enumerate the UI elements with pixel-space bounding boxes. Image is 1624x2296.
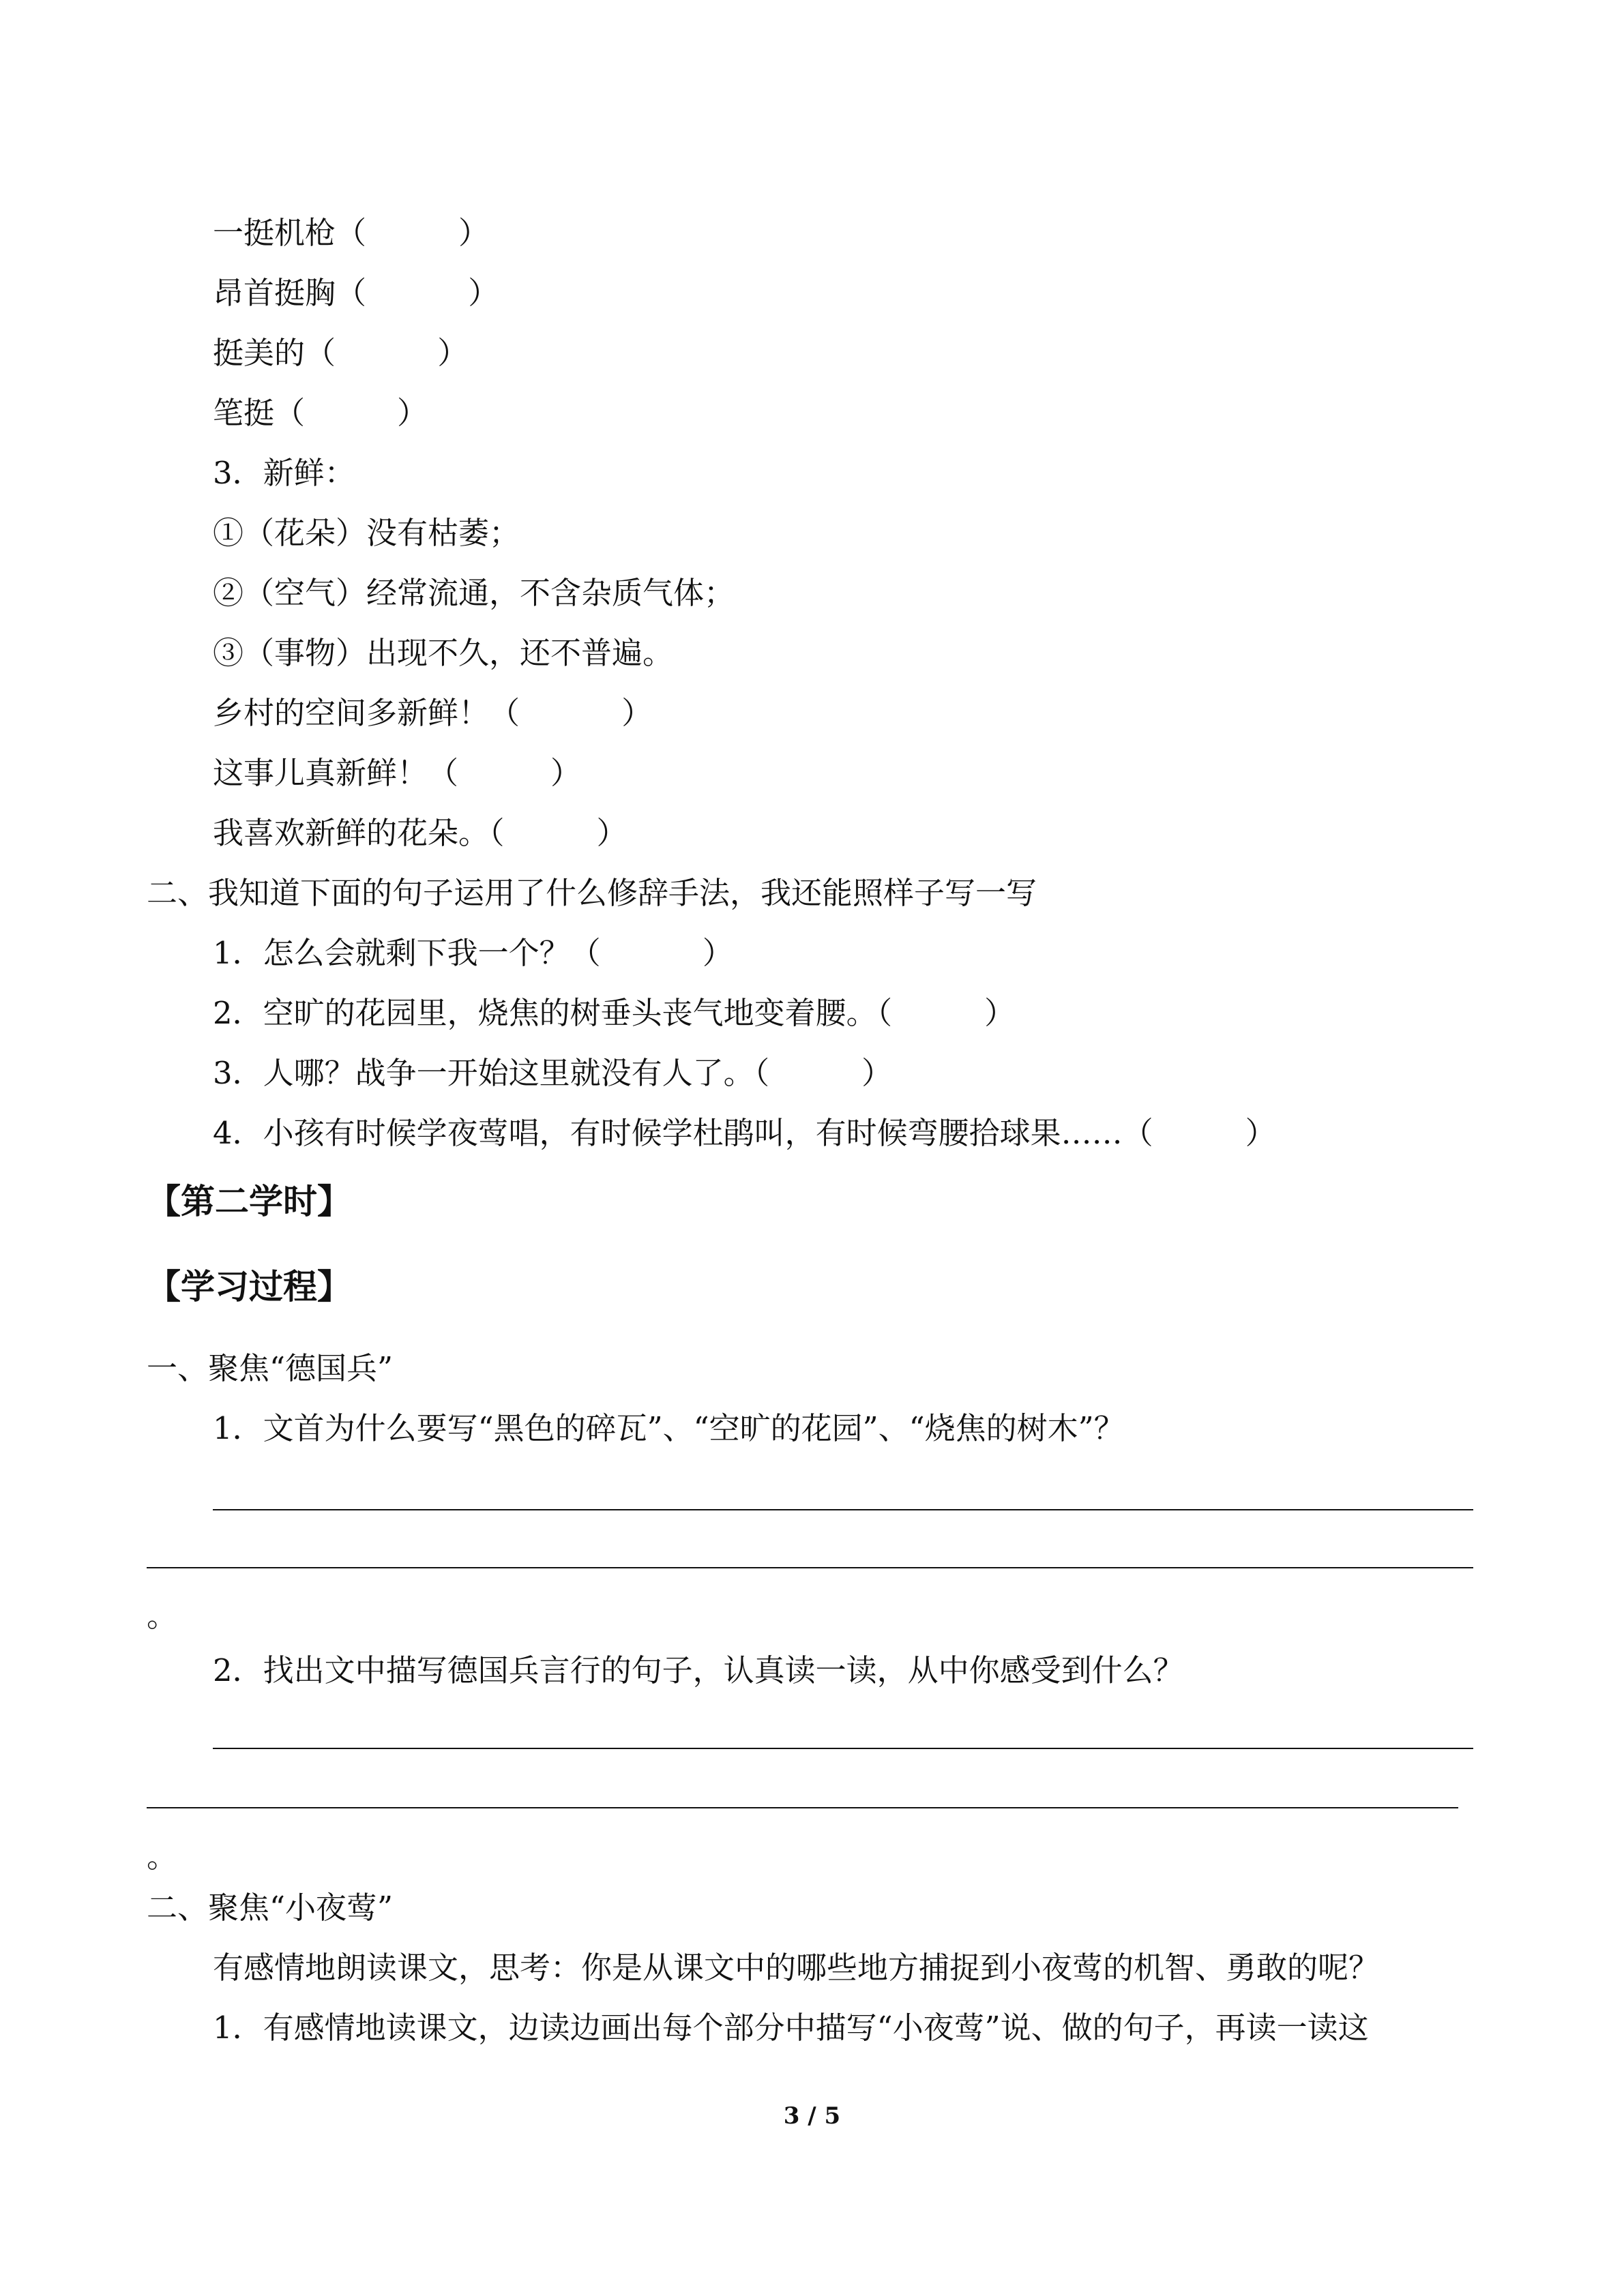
- heading-process: 【学习过程】: [147, 1267, 351, 1307]
- answer-line[interactable]: [213, 1748, 1473, 1749]
- answer-end-mark: 。: [147, 1838, 178, 1875]
- question-line: 1．文首为什么要写“黑色的碎瓦”、“空旷的花园”、“烧焦的树木”？: [213, 1410, 1125, 1446]
- section-title: 二、我知道下面的句子运用了什么修辞手法，我还能照样子写一写: [147, 875, 1037, 911]
- text-line: 笔挺（ ）: [213, 395, 428, 431]
- section-title: 一、聚焦“德国兵”: [147, 1350, 394, 1386]
- question-line: 1．有感情地读课文，边读边画出每个部分中描写“小夜莺”说、做的句子，再读一读这: [213, 2010, 1369, 2046]
- answer-end-mark: 。: [147, 1598, 178, 1634]
- question-line: 2．找出文中描写德国兵言行的句子，认真读一读，从中你感受到什么？: [213, 1652, 1184, 1688]
- text-line: ①（花朵）没有枯萎；: [213, 515, 520, 551]
- text-line: ②（空气）经常流通，不含杂质气体；: [213, 575, 735, 611]
- text-line: ③（事物）出现不久，还不普遍。: [213, 635, 674, 671]
- text-line: 这事儿真新鲜！（ ）: [213, 755, 582, 791]
- text-line: 3．新鲜：: [213, 455, 355, 491]
- heading-session: 【第二学时】: [147, 1182, 351, 1221]
- section-title: 二、聚焦“小夜莺”: [147, 1890, 394, 1926]
- text-line: 昂首挺胸（ ）: [213, 275, 499, 311]
- page-number: 3 / 5: [783, 2102, 841, 2130]
- text-line: 挺美的（ ）: [213, 335, 469, 371]
- question-line: 1．怎么会就剩下我一个？（ ）: [213, 935, 733, 971]
- question-line: 3．人哪？战争一开始这里就没有人了。（ ）: [213, 1055, 893, 1091]
- question-line: 2．空旷的花园里，烧焦的树垂头丧气地变着腰。（ ）: [213, 995, 1016, 1031]
- text-line: 一挺机枪（ ）: [213, 215, 490, 251]
- answer-line[interactable]: [147, 1807, 1458, 1808]
- answer-line[interactable]: [213, 1509, 1473, 1510]
- text-line: 我喜欢新鲜的花朵。（ ）: [213, 815, 628, 851]
- text-line: 有感情地朗读课文，思考：你是从课文中的哪些地方捕捉到小夜莺的机智、勇敢的呢？: [213, 1950, 1380, 1986]
- answer-line[interactable]: [147, 1567, 1473, 1568]
- question-line: 4．小孩有时候学夜莺唱，有时候学杜鹃叫，有时候弯腰拾球果……（ ）: [213, 1115, 1276, 1151]
- text-line: 乡村的空间多新鲜！（ ）: [213, 695, 653, 731]
